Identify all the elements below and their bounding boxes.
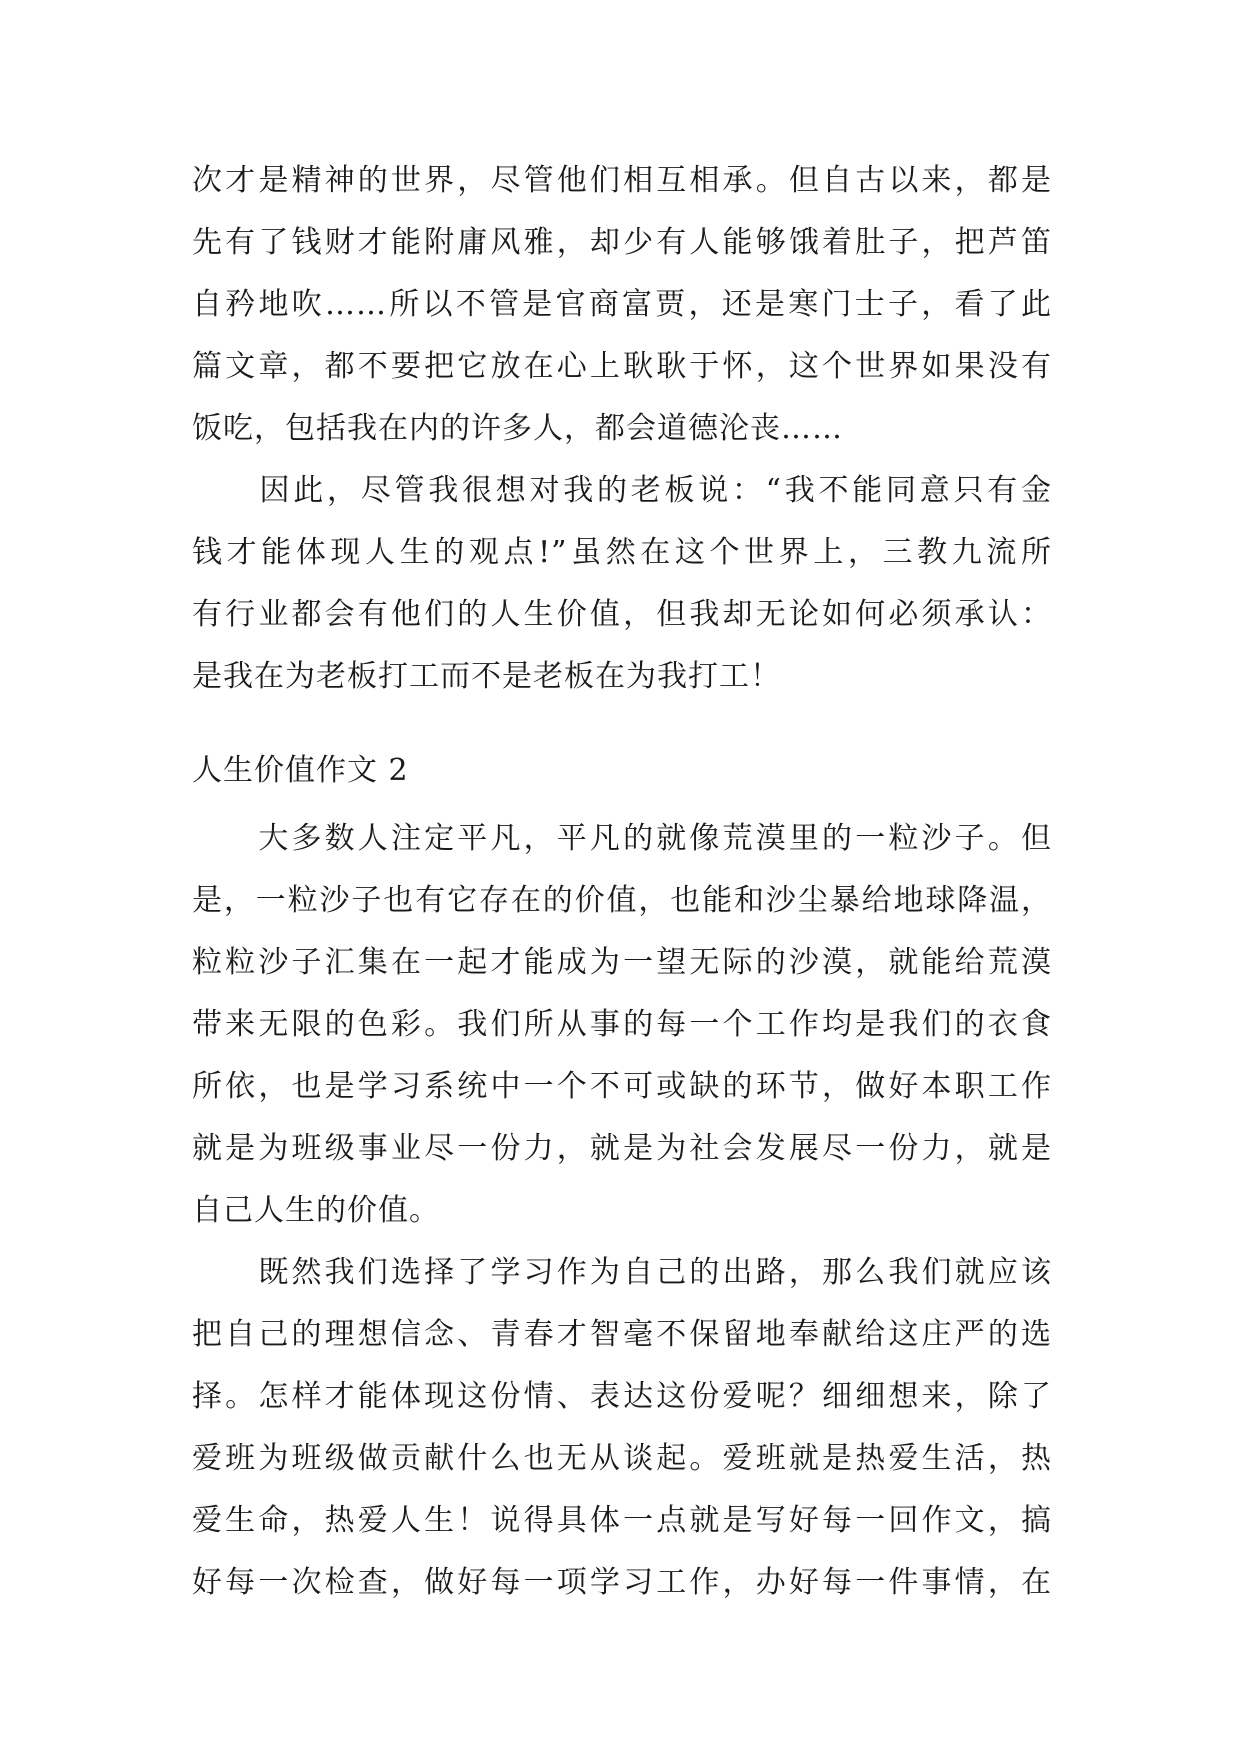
text-line: 爱生命，热爱人生！说得具体一点就是写好每一回作文，搞 bbox=[192, 1503, 1052, 1538]
text-line: 先有了钱财才能附庸风雅，却少有人能够饿着肚子，把芦笛 bbox=[192, 225, 1052, 260]
paragraph-block-2 bbox=[192, 808, 1052, 1614]
text-line: 自己人生的价值。 bbox=[192, 1193, 440, 1228]
text-line: 爱班为班级做贡献什么也无从谈起。爱班就是热爱生活，热 bbox=[192, 1441, 1052, 1476]
text-line: 所依，也是学习系统中一个不可或缺的环节，做好本职工作 bbox=[192, 1069, 1052, 1104]
text-line: 钱才能体现人生的观点!”虽然在这个世界上，三教九流所 bbox=[192, 535, 1052, 570]
text-line: 把自己的理想信念、青春才智毫不保留地奉献给这庄严的选 bbox=[192, 1317, 1052, 1352]
text-line: 因此，尽管我很想对我的老板说：“我不能同意只有金 bbox=[192, 473, 1052, 508]
text-line: 是我在为老板打工而不是老板在为我打工！ bbox=[192, 659, 781, 694]
text-line: 篇文章，都不要把它放在心上耿耿于怀，这个世界如果没有 bbox=[192, 349, 1052, 384]
text-line: 择。怎样才能体现这份情、表达这份爱呢？细细想来，除了 bbox=[192, 1379, 1052, 1414]
text-line: 带来无限的色彩。我们所从事的每一个工作均是我们的衣食 bbox=[192, 1007, 1052, 1042]
text-line: 自矜地吹……所以不管是官商富贾，还是寒门士子，看了此 bbox=[192, 287, 1052, 322]
paragraph-block-1 bbox=[192, 150, 1052, 708]
text-line: 就是为班级事业尽一份力，就是为社会发展尽一份力，就是 bbox=[192, 1131, 1052, 1166]
text-line: 既然我们选择了学习作为自己的出路，那么我们就应该 bbox=[192, 1255, 1052, 1290]
text-line: 饭吃，包括我在内的许多人，都会道德沦丧…… bbox=[192, 411, 843, 446]
text-line: 大多数人注定平凡，平凡的就像荒漠里的一粒沙子。但 bbox=[192, 821, 1052, 856]
text-line: 次才是精神的世界，尽管他们相互相承。但自古以来，都是 bbox=[192, 163, 1052, 198]
text-line: 粒粒沙子汇集在一起才能成为一望无际的沙漠，就能给荒漠 bbox=[192, 945, 1052, 980]
text-line: 好每一次检查，做好每一项学习工作，办好每一件事情，在 bbox=[192, 1565, 1052, 1600]
text-line: 有行业都会有他们的人生价值，但我却无论如何必须承认： bbox=[192, 597, 1052, 632]
text-line: 是，一粒沙子也有它存在的价值，也能和沙尘暴给地球降温， bbox=[192, 883, 1052, 918]
section-heading: 人生价值作文 2 bbox=[192, 753, 409, 788]
